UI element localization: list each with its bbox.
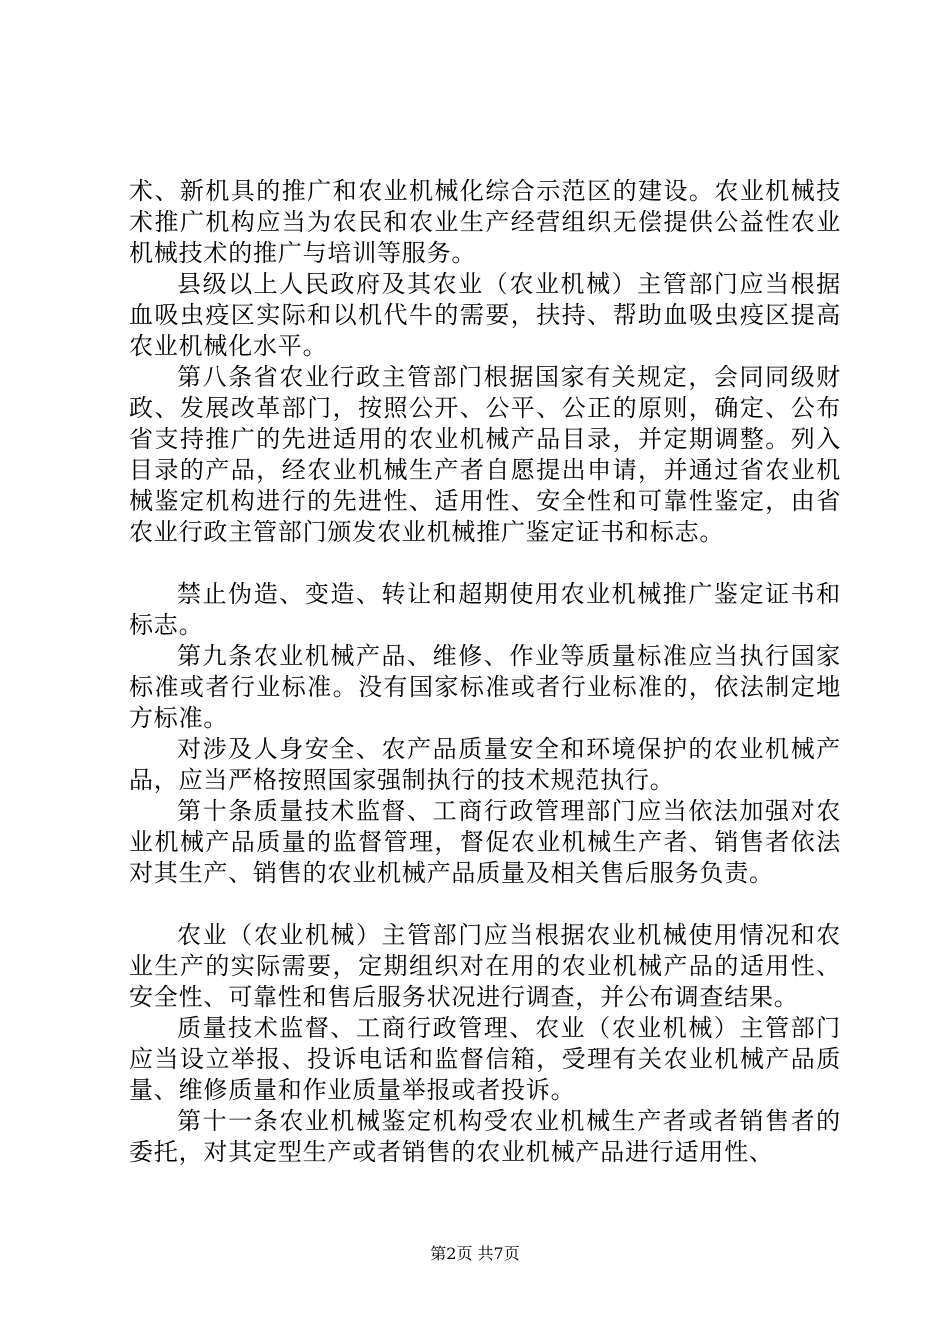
- paragraph: 对涉及人身安全、农产品质量安全和环境保护的农业机械产品，应当严格按照国家强制执行的技术规范执行。: [129, 735, 841, 794]
- paragraph: 农业（农业机械）主管部门应当根据农业机械使用情况和农业生产的实际需要，定期组织对在用的农业机械产品的适用性、安全性、可靠性和售后服务状况进行调查，并公布调查结果。: [129, 921, 841, 1011]
- document-body: [129, 176, 841, 1266]
- paragraph: 第十条质量技术监督、工商行政管理部门应当依法加强对农业机械产品质量的监督管理，督促农业机械生产者、销售者依法对其生产、销售的农业机械产品质量及相关售后服务负责。: [129, 797, 841, 887]
- paragraph: 第九条农业机械产品、维修、作业等质量标准应当执行国家标准或者行业标准。没有国家标准或者行业标准的，依法制定地方标准。: [129, 642, 841, 732]
- paragraph: 第十一条农业机械鉴定机构受农业机械生产者或者销售者的委托，对其定型生产或者销售的农业机械产品进行适用性、: [129, 1107, 841, 1166]
- paragraph: 质量技术监督、工商行政管理、农业（农业机械）主管部门应当设立举报、投诉电话和监督信箱，受理有关农业机械产品质量、维修质量和作业质量举报或者投诉。: [129, 1014, 841, 1104]
- paragraph: 禁止伪造、变造、转让和超期使用农业机械推广鉴定证书和标志。: [129, 580, 841, 639]
- paragraph: 术、新机具的推广和农业机械化综合示范区的建设。农业机械技术推广机构应当为农民和农业生产经营组织无偿提供公益性农业机械技术的推广与培训等服务。: [129, 177, 841, 267]
- page-number-footer: 第2页 共7页: [430, 1244, 520, 1263]
- paragraph: 第八条省农业行政主管部门根据国家有关规定，会同同级财政、发展改革部门，按照公开、公平、公正的原则，确定、公布省支持推广的先进适用的农业机械产品目录，并定期调整。列入目录的产品，经农业机械生产者自愿提出申请，并通过省农业机械鉴定机构进行的先进性、适用性、安全性和可靠性鉴定，由省农业行政主管部门颁发农业机械推广鉴定证书和标志。: [129, 363, 841, 546]
- paragraph: 县级以上人民政府及其农业（农业机械）主管部门应当根据血吸虫疫区实际和以机代牛的需要，扶持、帮助血吸虫疫区提高农业机械化水平。: [129, 270, 841, 360]
